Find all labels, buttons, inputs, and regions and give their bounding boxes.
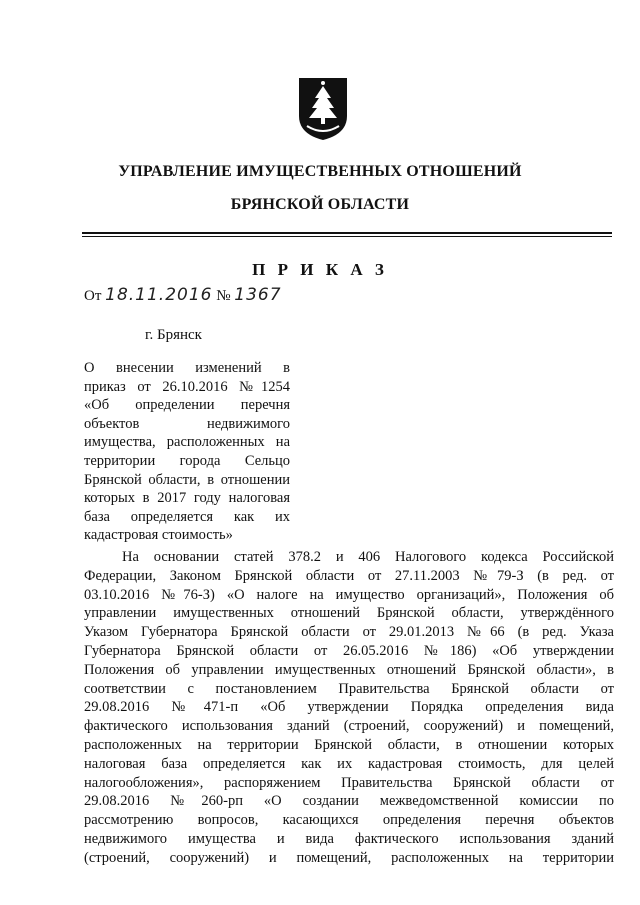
document-title: П Р И К А З <box>252 260 388 279</box>
body-line: 29.08.2016 №471-п «Об утверждении Порядка определения вида <box>84 699 614 716</box>
subject-line: кадастровая стоимость» <box>84 527 233 544</box>
subject-line: имущества, расположенных на <box>84 434 290 451</box>
body-line: налоговая база определяется как их кадастровая стоимость, для целей <box>84 755 614 772</box>
body-line: Указом Губернатора Брянской области от 29.01.2013 №66 (в ред. Указа <box>84 624 614 641</box>
subject-line: приказ от 26.10.2016 №1254 <box>84 378 290 395</box>
order-subject <box>84 359 290 545</box>
subject-line: которых в 2017 году налоговая <box>84 490 290 507</box>
coat-of-arms-icon <box>297 76 349 142</box>
body-line: недвижимого имущества и вида фактического использования зданий <box>84 830 614 847</box>
body-line: 29.08.2016 №260-рп «О создании межведомственной комиссии по <box>84 793 614 810</box>
subject-line: объектов недвижимого <box>84 415 290 432</box>
subject-line: территории города Сельцо <box>84 452 290 469</box>
body-line: (строений, сооружений) и помещений, расположенных на территории <box>84 849 614 866</box>
subject-line: база определяется как их <box>84 508 290 525</box>
body-line: соответствии с постановлением Правительства Брянской области от <box>84 680 614 697</box>
subject-line: «Об определении перечня <box>84 397 290 414</box>
body-line: Губернатора Брянской области от 26.05.2016 №186) «Об утверждении <box>84 642 614 659</box>
order-date-number-line <box>84 285 282 305</box>
city-line: г. Брянск <box>145 327 202 343</box>
body-line: Положения об управлении имущественных отношений Брянской области», в <box>84 661 614 678</box>
subject-line: О внесении изменений в <box>84 360 290 376</box>
header-divider-thin <box>82 236 612 237</box>
body-line: 03.10.2016 №76-З) «О налоге на имущество организаций», Положения об <box>84 586 614 603</box>
subject-line: Брянской области, в отношении <box>84 471 290 488</box>
body-line: управлении имущественных отношений Брянской области, утверждённого <box>84 605 614 622</box>
body-line: фактического использования зданий (строений, сооружений) и помещений, <box>84 718 614 735</box>
body-line: расположенных на территории Брянской области, в отношении которых <box>84 736 614 753</box>
body-line: налогообложения», распоряжением Правительства Брянской области от <box>84 774 614 791</box>
body-line: На основании статей 378.2 и 406 Налогового кодекса Российской <box>122 549 614 565</box>
org-name-line2: БРЯНСКОЙ ОБЛАСТИ <box>230 196 410 213</box>
order-body-text <box>84 548 614 868</box>
order-date: 18.11.2016 <box>105 285 213 305</box>
from-label: От <box>84 288 102 304</box>
org-name-line1: УПРАВЛЕНИЕ ИМУЩЕСТВЕННЫХ ОТНОШЕНИЙ <box>118 163 522 180</box>
order-number: 1367 <box>234 285 282 305</box>
body-line: Федерации, Законом Брянской области от 27.11.2003 №79-З (в ред. от <box>84 567 614 584</box>
number-label: № <box>216 288 231 304</box>
header-divider <box>82 232 612 234</box>
body-line: рассмотрению вопросов, касающихся определения перечня объектов <box>84 812 614 829</box>
